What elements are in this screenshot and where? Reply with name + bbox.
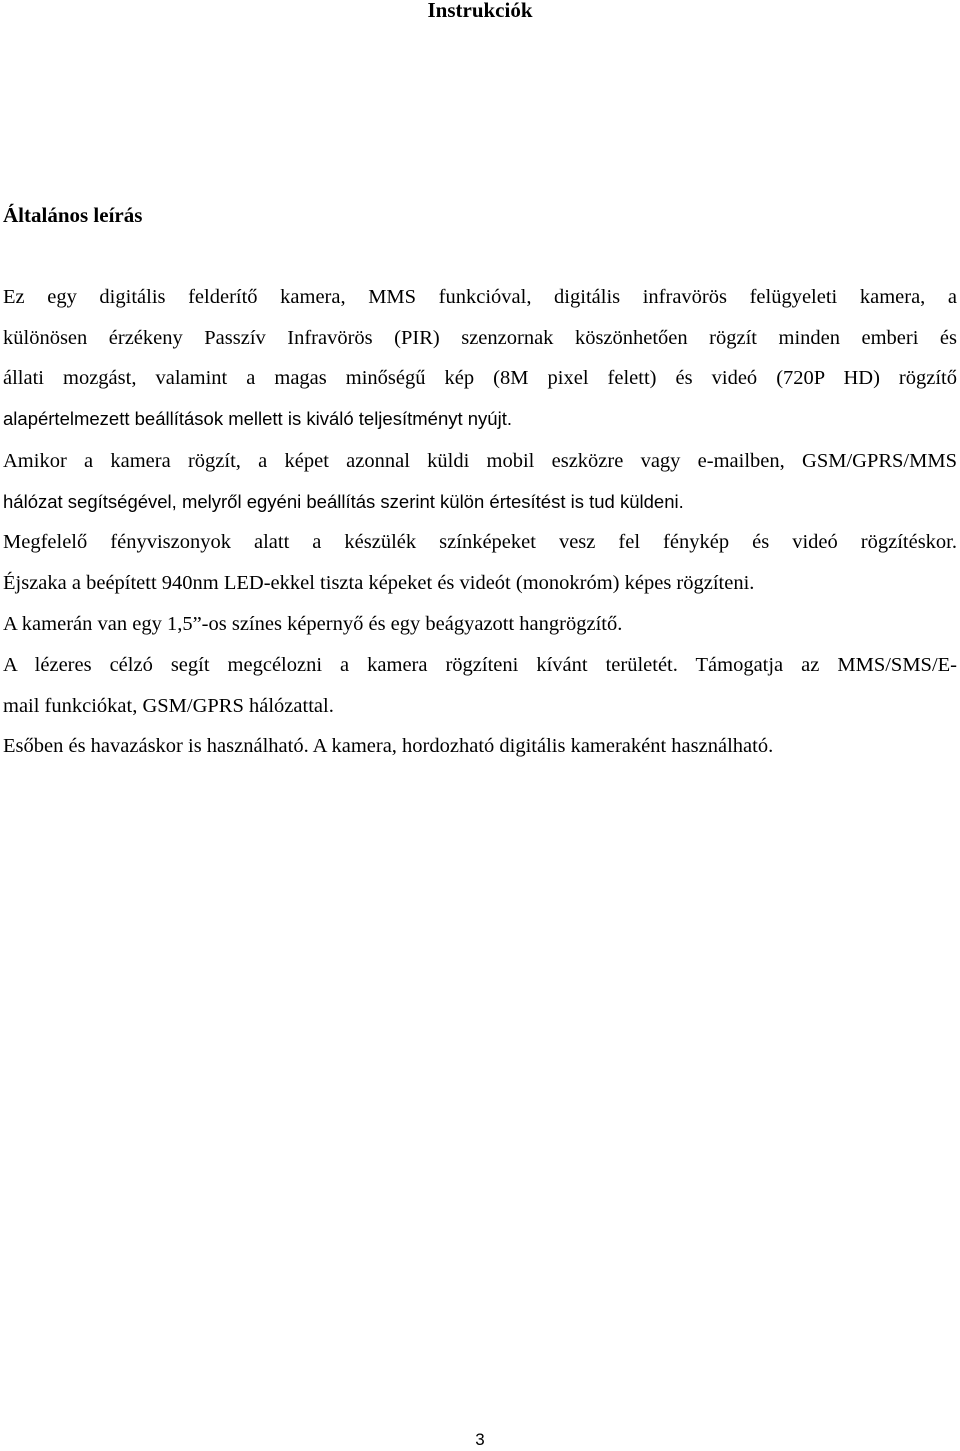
- paragraph-general-description: [3, 277, 957, 439]
- text-line: Ez egy digitális felderítő kamera, MMS funkcióval, digitális infravörös felügyeleti kamera, a: [3, 286, 957, 308]
- text-line: A kamerán van egy 1,5”-os színes képernyő és egy beágyazott hangrögzítő.: [3, 613, 623, 635]
- text-line: Esőben és havazáskor is használható. A kamera, hordozható digitális kameraként használható.: [3, 735, 774, 757]
- paragraph-screen: [3, 604, 957, 645]
- text-line: A lézeres célzó segít megcélozni a kamera rögzíteni kívánt területét. Támogatja az MMS/SMS/E-: [3, 654, 957, 676]
- page-number: 3: [475, 1430, 485, 1449]
- text-line: Megfelelő fényviszonyok alatt a készülék színképeket vesz fel fénykép és videó rögzítéskor.: [3, 531, 957, 553]
- section-heading: Általános leírás: [3, 203, 143, 227]
- text-line: Éjszaka a beépített 940nm LED-ekkel tiszta képeket és videót (monokróm) képes rögzíteni.: [3, 571, 755, 594]
- text-line: hálózat segítségével, melyről egyéni beállítás szerint külön értesítést is tud küldeni.: [3, 490, 684, 512]
- paragraph-transmission: [3, 441, 957, 522]
- text-line: különösen érzékeny Passzív Infravörös (PIR) szenzornak köszönhetően rögzít minden emberi és: [3, 326, 957, 349]
- text-line: Amikor a kamera rögzít, a képet azonnal küldi mobil eszközre vagy e-mailben, GSM/GPRS/MMS: [3, 450, 957, 472]
- text-line: állati mozgást, valamint a magas minőségű kép (8M pixel felett) és videó (720P HD) rögzítő: [3, 367, 957, 389]
- text-line: alapértelmezett beállítások mellett is kiváló teljesítményt nyújt.: [3, 407, 512, 429]
- text-line: mail funkciókat, GSM/GPRS hálózattal.: [3, 694, 334, 717]
- paragraph-laser: [3, 645, 957, 726]
- page-title: Instrukciók: [427, 0, 533, 22]
- paragraph-lighting: [3, 522, 957, 603]
- paragraph-weather: [3, 726, 957, 767]
